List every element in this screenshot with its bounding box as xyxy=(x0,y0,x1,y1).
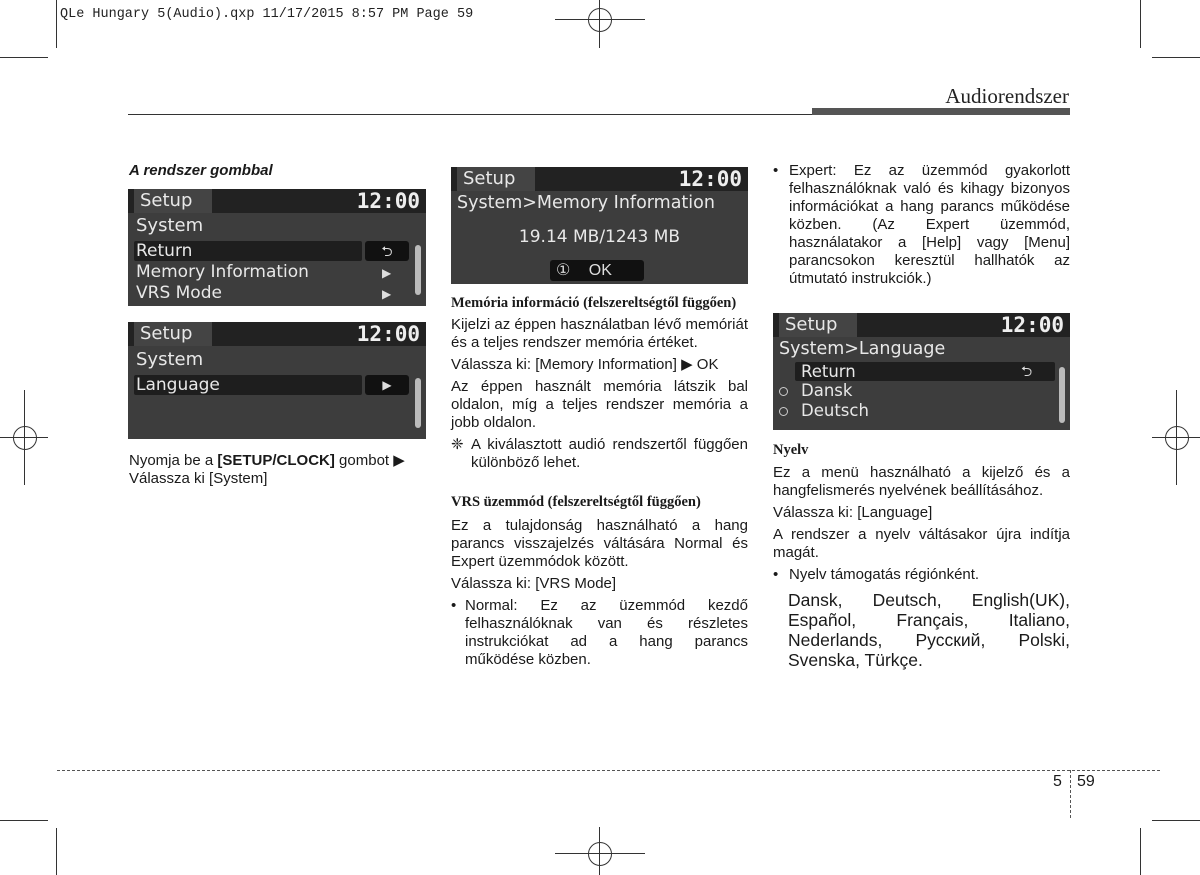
setup-system-screen xyxy=(128,189,426,306)
registration-mark-right xyxy=(1152,390,1200,485)
language-paragraph-3: A rendszer a nyelv váltásakor újra indítja magát. xyxy=(773,526,1070,561)
file-info-header: QLe Hungary 5(Audio).qxp 11/17/2015 8:57 PM Page 59 xyxy=(60,7,474,22)
column-3-top xyxy=(773,162,1070,288)
scrollbar xyxy=(1059,367,1065,423)
memory-note xyxy=(451,436,748,472)
vrs-paragraph-1: Ez a tulajdonság használható a hang parancs visszajelzés váltására Normal és Expert üzemmódok között. xyxy=(451,517,748,570)
memory-paragraph-1: Kijelzi az éppen használatban lévő memóriát és a teljes rendszer memória értéket. xyxy=(451,316,748,351)
language-support-bullet: • Nyelv támogatás régiónként. xyxy=(773,566,980,583)
chevron-right-icon: ▶ xyxy=(382,266,392,280)
menu-item-language: Language xyxy=(136,375,220,395)
memory-paragraph-3: Az éppen használt memória látszik bal oldalon, míg a teljes rendszer memória a jobb oldalon. xyxy=(451,378,748,431)
vrs-expert-text: Expert: Ez az üzemmód gyakorlott felhasználóknak való és kihagy bizonyos információkat a hang parancs működése közben. (Az Expert üzemmód, használatakor a [Help] vagy [Menu] parancsokon keresztül hallhatók az útmutató instrukciók.) xyxy=(789,162,1070,287)
footer-dashed-line xyxy=(57,770,1160,771)
radio-icon xyxy=(779,407,788,416)
screen-title: Setup xyxy=(457,167,535,191)
chevron-right-icon: ▶ xyxy=(382,287,392,301)
column-2-text xyxy=(451,295,748,669)
column-3-text xyxy=(773,442,1070,670)
language-heading: Nyelv xyxy=(773,442,809,458)
screen-clock: 12:00 xyxy=(356,189,420,213)
screen-clock: 12:00 xyxy=(1000,313,1064,337)
menu-item-return: Return xyxy=(801,362,856,381)
menu-item-vrs-mode: VRS Mode xyxy=(136,283,222,303)
setup-language-screen xyxy=(128,322,426,439)
chevron-right-icon: ▶ xyxy=(365,375,409,395)
ok-label: OK xyxy=(588,262,612,279)
language-option-deutsch: Deutsch xyxy=(801,401,869,420)
screen-breadcrumb: System xyxy=(136,349,204,370)
vrs-heading: VRS üzemmód (felszereltségtől függően) xyxy=(451,494,701,510)
subheading: A rendszer gombbal xyxy=(129,162,273,179)
scrollbar xyxy=(415,378,421,428)
screen-clock: 12:00 xyxy=(678,167,742,191)
note-mark: ❈ xyxy=(451,436,464,453)
menu-item-return: Return xyxy=(136,241,193,261)
menu-item-memory-information: Memory Information xyxy=(136,262,309,282)
radio-icon xyxy=(779,387,788,396)
registration-mark-left xyxy=(0,390,50,485)
scrollbar xyxy=(415,245,421,295)
instruction-prefix: Nyomja be a xyxy=(129,452,218,469)
vrs-normal-bullet: • Normal: Ez az üzemmód kezdő felhasználóknak van és részletes instrukciókat ad a hang parancs működése közben. xyxy=(451,597,748,668)
instruction-text xyxy=(129,452,429,488)
screen-title: Setup xyxy=(134,189,212,213)
memory-paragraph-2: Válassza ki: [Memory Information] ▶ OK xyxy=(451,356,719,373)
info-icon: ① xyxy=(556,262,571,279)
memory-value: 19.14 MB/1243 MB xyxy=(518,227,681,247)
vrs-expert-bullet: • Expert: Ez az üzemmód gyakorlott felhasználóknak való és kihagy bizonyos információkat a hang parancs működése közben. (Az Expert üzemmód, használatakor a [Help] vagy [Menu] parancsokon keresztül hallhatók az útmutató instrukciók.) xyxy=(773,162,1070,287)
language-paragraph-1: Ez a menü használható a kijelző és a hangfelismerés nyelvének beállításához. xyxy=(773,464,1070,499)
setup-clock-key: [SETUP/CLOCK] xyxy=(217,452,335,469)
language-list: Dansk, Deutsch, English(UK), Español, Français, Italiano, Nederlands, Русский, Polski, Svenska, Türkçe. xyxy=(788,590,1070,670)
registration-mark-top xyxy=(555,0,645,50)
section-title: Audiorendszer xyxy=(945,84,1069,108)
instruction-suffix: gombot ▶ xyxy=(334,452,405,469)
language-list-screen xyxy=(773,313,1070,430)
memory-heading: Memória információ (felszereltségtől függően) xyxy=(451,295,737,311)
vrs-paragraph-2: Válassza ki: [VRS Mode] xyxy=(451,575,617,592)
registration-mark-bottom xyxy=(555,825,645,875)
memory-info-screen xyxy=(451,167,748,284)
screen-clock: 12:00 xyxy=(356,322,420,346)
instruction-line2: Válassza ki [System] xyxy=(129,470,268,487)
screen-title: Setup xyxy=(134,322,212,346)
screen-title: Setup xyxy=(779,313,857,337)
chapter-number: 5 xyxy=(1053,773,1062,790)
screen-breadcrumb: System>Language xyxy=(779,339,946,359)
return-icon: ⮌ xyxy=(1021,363,1033,379)
page-divider xyxy=(1070,770,1071,818)
language-option-dansk: Dansk xyxy=(801,381,853,400)
language-support-text: Nyelv támogatás régiónként. xyxy=(789,566,980,583)
header-accent-bar xyxy=(812,108,1070,115)
screen-breadcrumb: System>Memory Information xyxy=(457,193,715,213)
ok-button xyxy=(550,260,644,281)
return-icon: ⮌ xyxy=(365,241,409,261)
language-paragraph-2: Válassza ki: [Language] xyxy=(773,504,933,521)
screen-breadcrumb: System xyxy=(136,215,204,236)
memory-note-text: A kiválasztott audió rendszertől függően különböző lehet. xyxy=(471,436,748,471)
vrs-normal-text: Normal: Ez az üzemmód kezdő felhasználóknak van és részletes instrukciókat ad a hang parancs működése közben. xyxy=(465,597,748,668)
page-number: 59 xyxy=(1077,773,1095,790)
